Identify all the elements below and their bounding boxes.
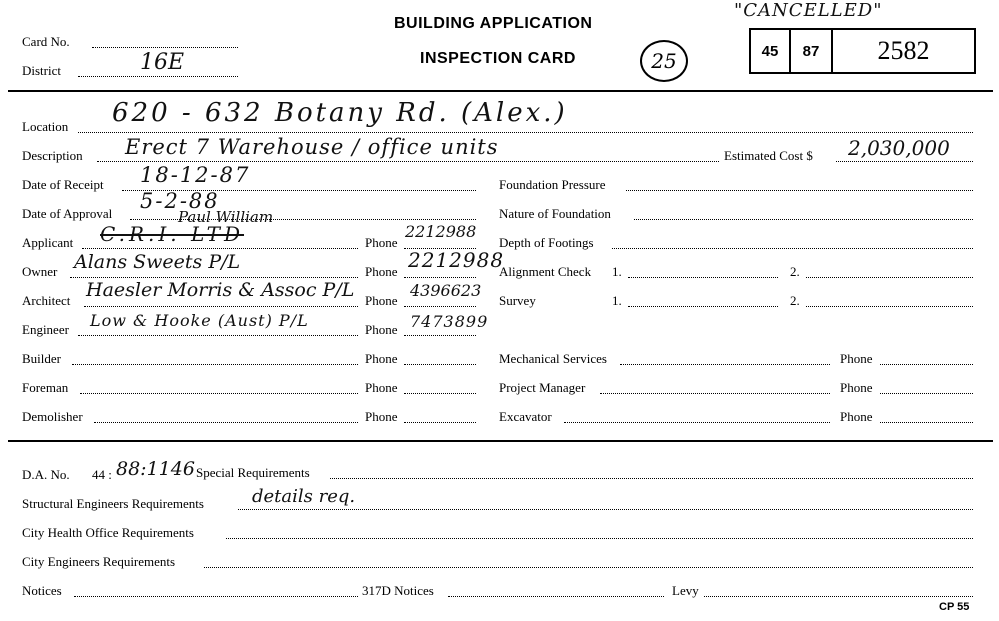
owner-label: Owner <box>22 264 58 279</box>
card-no-label: Card No. <box>22 34 70 49</box>
district-value: 16E <box>140 50 185 75</box>
owner-phone-dotted-line <box>404 277 476 278</box>
form-code: CP 55 <box>939 601 970 613</box>
card-title-line2: INSPECTION CARD <box>420 50 576 67</box>
notices-317d-label: 317D Notices <box>362 583 434 598</box>
card-title-line1: BUILDING APPLICATION <box>394 15 593 32</box>
excavator-phone-label: Phone <box>840 409 873 424</box>
engineer-dotted-line <box>78 335 358 336</box>
project-manager-phone-dotted-line <box>880 393 973 394</box>
survey-2-dotted-line <box>806 306 973 307</box>
description-dotted-line <box>97 161 719 162</box>
alignment-check-label: Alignment Check <box>499 264 592 279</box>
applicant-phone-value: 2212988 <box>405 222 477 241</box>
description-value: Erect 7 Warehouse / office units <box>125 135 499 159</box>
section-rule <box>8 440 993 442</box>
excavator-dotted-line <box>564 422 830 423</box>
special-requirements-dotted-line <box>330 478 973 479</box>
alignment-check-1-dotted-line <box>628 277 778 278</box>
structural-label: Structural Engineers Requirements <box>22 496 204 511</box>
architect-label: Architect <box>22 293 71 308</box>
builder-label: Builder <box>22 351 61 366</box>
special-requirements-label: Special Requirements <box>196 465 310 480</box>
district-dotted-line <box>78 76 238 77</box>
survey-1-dotted-line <box>628 306 778 307</box>
id-box-number: 2582 <box>877 36 930 65</box>
id-box-year-a: 45 <box>751 30 791 72</box>
project-manager-dotted-line <box>600 393 830 394</box>
builder-phone-dotted-line <box>404 364 476 365</box>
architect-dotted-line <box>84 306 358 307</box>
estimated-cost-label: Estimated Cost $ <box>724 148 813 163</box>
foreman-label: Foreman <box>22 380 69 395</box>
da-no-value: 88:1146 <box>116 458 195 480</box>
city-engineers-dotted-line <box>204 567 973 568</box>
levy-label: Levy <box>672 583 699 598</box>
owner-dotted-line <box>70 277 358 278</box>
foreman-dotted-line <box>80 393 358 394</box>
notices-dotted-line <box>74 596 358 597</box>
engineer-phone-dotted-line <box>404 335 476 336</box>
survey-num-2: 2. <box>790 293 800 308</box>
location-dotted-line <box>78 132 973 133</box>
engineer-phone-label: Phone <box>365 322 398 337</box>
levy-dotted-line <box>704 596 973 597</box>
demolisher-dotted-line <box>94 422 358 423</box>
mechanical-phone-dotted-line <box>880 364 973 365</box>
applicant-dotted-line <box>82 248 358 249</box>
location-value: 620 - 632 Botany Rd. (Alex.) <box>112 98 568 128</box>
foreman-phone-dotted-line <box>404 393 476 394</box>
id-box-year-b: 87 <box>791 30 833 72</box>
date-receipt-label: Date of Receipt <box>22 177 104 192</box>
mechanical-services-dotted-line <box>620 364 830 365</box>
demolisher-label: Demolisher <box>22 409 83 424</box>
circled-number-text: 25 <box>651 49 677 73</box>
notices-label: Notices <box>22 583 62 598</box>
excavator-phone-dotted-line <box>880 422 973 423</box>
location-label: Location <box>22 119 69 134</box>
demolisher-phone-label: Phone <box>365 409 398 424</box>
mechanical-services-label: Mechanical Services <box>499 351 607 366</box>
applicant-value: C.R.I. LTD <box>100 222 245 246</box>
nature-foundation-label: Nature of Foundation <box>499 206 611 221</box>
structural-value: details req. <box>252 486 356 507</box>
application-id-box <box>749 28 976 74</box>
estimated-cost-value: 2,030,000 <box>848 136 950 160</box>
project-manager-phone-label: Phone <box>840 380 873 395</box>
city-engineers-label: City Engineers Requirements <box>22 554 176 569</box>
notices-317d-dotted-line <box>448 596 664 597</box>
health-dotted-line <box>226 538 973 539</box>
foreman-phone-label: Phone <box>365 380 398 395</box>
architect-value: Haesler Morris & Assoc P/L <box>86 279 355 301</box>
estimated-cost-dotted-line <box>836 161 973 162</box>
applicant-label: Applicant <box>22 235 74 250</box>
owner-phone-value: 2212988 <box>408 248 505 272</box>
cancelled-note: "CANCELLED" <box>734 0 883 21</box>
project-manager-label: Project Manager <box>499 380 586 395</box>
applicant-correction: Paul William <box>178 208 274 226</box>
nature-foundation-dotted-line <box>634 219 973 220</box>
engineer-phone-value: 7473899 <box>410 312 489 331</box>
card-no-dotted-line <box>92 47 238 48</box>
engineer-value: Low & Hooke (Aust) P/L <box>90 311 309 330</box>
applicant-phone-label: Phone <box>365 235 398 250</box>
structural-dotted-line <box>238 509 973 510</box>
survey-label: Survey <box>499 293 536 308</box>
circled-number <box>640 40 688 82</box>
date-approval-label: Date of Approval <box>22 206 113 221</box>
excavator-label: Excavator <box>499 409 552 424</box>
builder-dotted-line <box>72 364 358 365</box>
survey-num-1: 1. <box>612 293 622 308</box>
foundation-pressure-label: Foundation Pressure <box>499 177 606 192</box>
depth-footings-label: Depth of Footings <box>499 235 594 250</box>
alignment-check-2-dotted-line <box>806 277 973 278</box>
health-label: City Health Office Requirements <box>22 525 194 540</box>
date-receipt-value: 18-12-87 <box>140 163 251 187</box>
engineer-label: Engineer <box>22 322 69 337</box>
alignment-check-num-1: 1. <box>612 264 622 279</box>
foundation-pressure-dotted-line <box>626 190 973 191</box>
builder-phone-label: Phone <box>365 351 398 366</box>
architect-phone-label: Phone <box>365 293 398 308</box>
district-label: District <box>22 63 61 78</box>
owner-phone-label: Phone <box>365 264 398 279</box>
description-label: Description <box>22 148 83 163</box>
architect-phone-value: 4396623 <box>410 281 482 300</box>
date-approval-value: 5-2-88 <box>140 189 220 213</box>
mechanical-phone-label: Phone <box>840 351 873 366</box>
demolisher-phone-dotted-line <box>404 422 476 423</box>
da-no-prefix: 44 : <box>92 467 112 482</box>
depth-footings-dotted-line <box>612 248 973 249</box>
alignment-check-num-2: 2. <box>790 264 800 279</box>
header-rule <box>8 90 993 92</box>
da-no-label: D.A. No. <box>22 467 70 482</box>
owner-value: Alans Sweets P/L <box>74 251 241 273</box>
architect-phone-dotted-line <box>404 306 476 307</box>
